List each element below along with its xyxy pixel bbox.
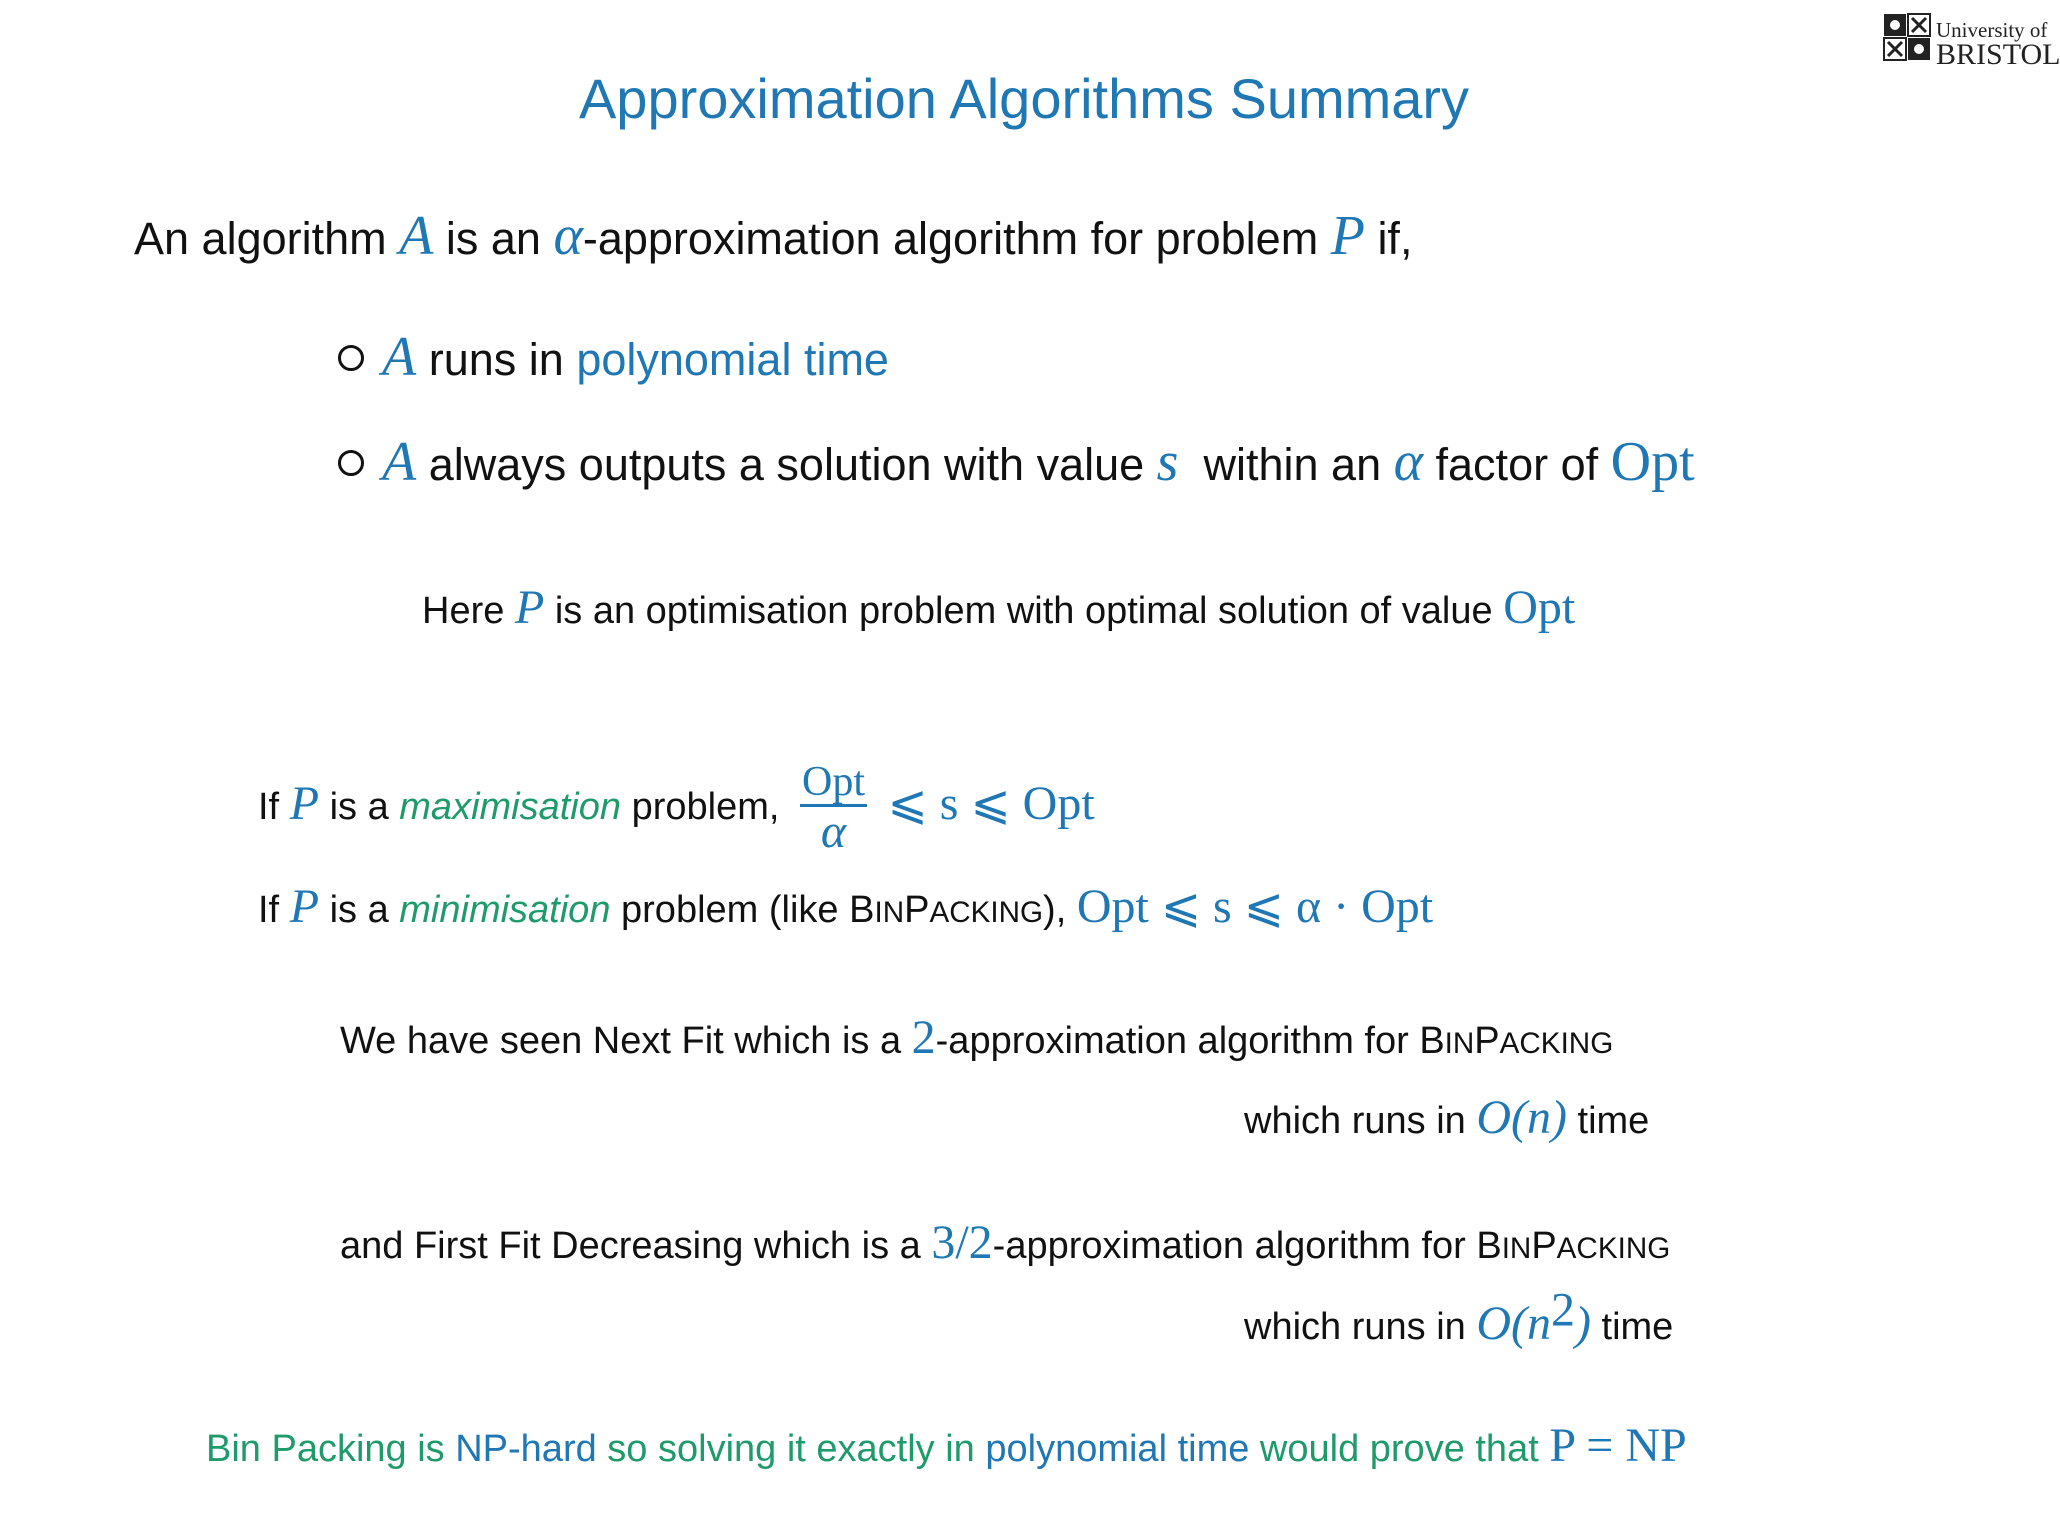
here-text-1: Here [422, 590, 505, 632]
ffd-runtime [1244, 1283, 1674, 1351]
var-s: s [1156, 431, 1179, 493]
bp-acking: ACKING [1499, 1027, 1614, 1060]
bp-in: IN [874, 896, 905, 929]
min-text-2: is a [329, 889, 389, 931]
bullet-var-a: A [382, 431, 417, 493]
bullet-polynomial-time [338, 325, 889, 389]
var-alpha: α [1393, 431, 1424, 493]
nf-complexity: (n) [1511, 1091, 1567, 1144]
var-p: P [289, 776, 320, 830]
bullet-circle-icon [338, 345, 364, 371]
bp-in: IN [1501, 1232, 1532, 1265]
minimisation-line [258, 878, 1433, 934]
next-fit-runtime [1244, 1090, 1649, 1145]
binpacking-name [1419, 1020, 1613, 1062]
bp-b: B [1419, 1020, 1445, 1062]
minimisation-term: minimisation [399, 889, 611, 931]
first-fit-decreasing-line [340, 1215, 1670, 1270]
polynomial-time-term: polynomial time [985, 1428, 1250, 1470]
university-logo [1882, 12, 2060, 71]
definition-line [134, 204, 1412, 268]
ffd-time: time [1601, 1306, 1674, 1348]
var-p: P [514, 581, 545, 634]
min-inequality: Opt ⩽ s ⩽ α · Opt [1076, 880, 1434, 933]
binpacking-name [849, 889, 1043, 931]
bp-acking: ACKING [1556, 1232, 1671, 1265]
maximisation-term: maximisation [399, 785, 622, 828]
bp-b: B [1476, 1225, 1502, 1267]
nf-ratio: 2 [911, 1011, 936, 1064]
fraction-denominator: α [820, 805, 847, 859]
here-text-2: is an optimisation problem with optimal solution of value [554, 590, 1493, 632]
ffd-text-2: -approximation algorithm for [992, 1225, 1466, 1267]
opt-symbol: Opt [1503, 581, 1576, 634]
ffd-n: (n [1511, 1297, 1551, 1350]
crest-icon [1882, 12, 1934, 64]
var-alpha: α [553, 205, 583, 267]
bullet-text-3: factor of [1435, 439, 1599, 490]
def-text-3: -approximation algorithm for problem [582, 213, 1319, 264]
binpacking-name [1476, 1225, 1670, 1267]
optimisation-note [422, 580, 1575, 635]
slide-title: Approximation Algorithms Summary [578, 67, 1470, 130]
ffd-close: ) [1574, 1297, 1591, 1350]
nf-time: time [1577, 1100, 1650, 1142]
ffd-ratio: 3/2 [931, 1216, 993, 1269]
bp-in: IN [1444, 1027, 1475, 1060]
def-text-2: is an [445, 213, 541, 264]
footer-text-1: Bin Packing is [206, 1428, 445, 1470]
p-equals-np: P = NP [1549, 1419, 1687, 1472]
bullet-alpha-factor [338, 430, 1695, 494]
bp-p: P [1474, 1020, 1500, 1062]
bullet-text: runs in [428, 334, 564, 385]
maximisation-line [258, 760, 1095, 857]
def-text-4: if, [1377, 213, 1413, 264]
var-p: P [1330, 205, 1365, 267]
bp-p: P [904, 889, 930, 931]
nf-text-2: -approximation algorithm for [935, 1020, 1409, 1062]
var-p: P [289, 880, 320, 933]
ffd-runs: which runs in [1244, 1306, 1466, 1348]
logo-line2: BRISTOL [1936, 38, 2060, 71]
logo-line1: University of [1936, 18, 2048, 42]
big-o: O [1476, 1091, 1511, 1144]
min-text-3: problem (like [621, 889, 839, 931]
opt-symbol: Opt [1610, 431, 1695, 493]
bullet-text-2: within an [1203, 439, 1382, 490]
max-text-2: is a [329, 785, 389, 828]
bullet-var-a: A [382, 326, 417, 388]
var-a: A [399, 205, 434, 267]
opt-over-alpha-fraction [800, 760, 867, 857]
next-fit-line [340, 1010, 1613, 1065]
footer-text-3: would prove that [1259, 1428, 1539, 1470]
def-text-1: An algorithm [134, 213, 387, 264]
bullet-circle-icon [338, 450, 364, 476]
min-text-1: If [258, 889, 280, 931]
big-o: O [1476, 1297, 1511, 1350]
min-text-4: ), [1043, 889, 1067, 931]
np-hard-note [206, 1418, 1687, 1473]
bullet-text-1: always outputs a solution with value [428, 439, 1145, 490]
max-inequality: ⩽ s ⩽ Opt [887, 776, 1095, 830]
max-text-3: problem, [631, 785, 780, 828]
max-text-1: If [258, 785, 280, 828]
bp-acking: ACKING [929, 896, 1044, 929]
bp-b: B [849, 889, 875, 931]
ffd-exponent: 2 [1550, 1283, 1575, 1337]
bp-p: P [1531, 1225, 1557, 1267]
footer-text-2: so solving it exactly in [607, 1428, 975, 1470]
nf-text-1: We have seen Next Fit which is a [340, 1020, 902, 1062]
np-hard-term: NP-hard [455, 1428, 597, 1470]
fraction-numerator: Opt [800, 760, 867, 807]
bullet-highlight: polynomial time [576, 334, 889, 385]
nf-runs: which runs in [1244, 1100, 1466, 1142]
ffd-text-1: and First Fit Decreasing which is a [340, 1225, 921, 1267]
